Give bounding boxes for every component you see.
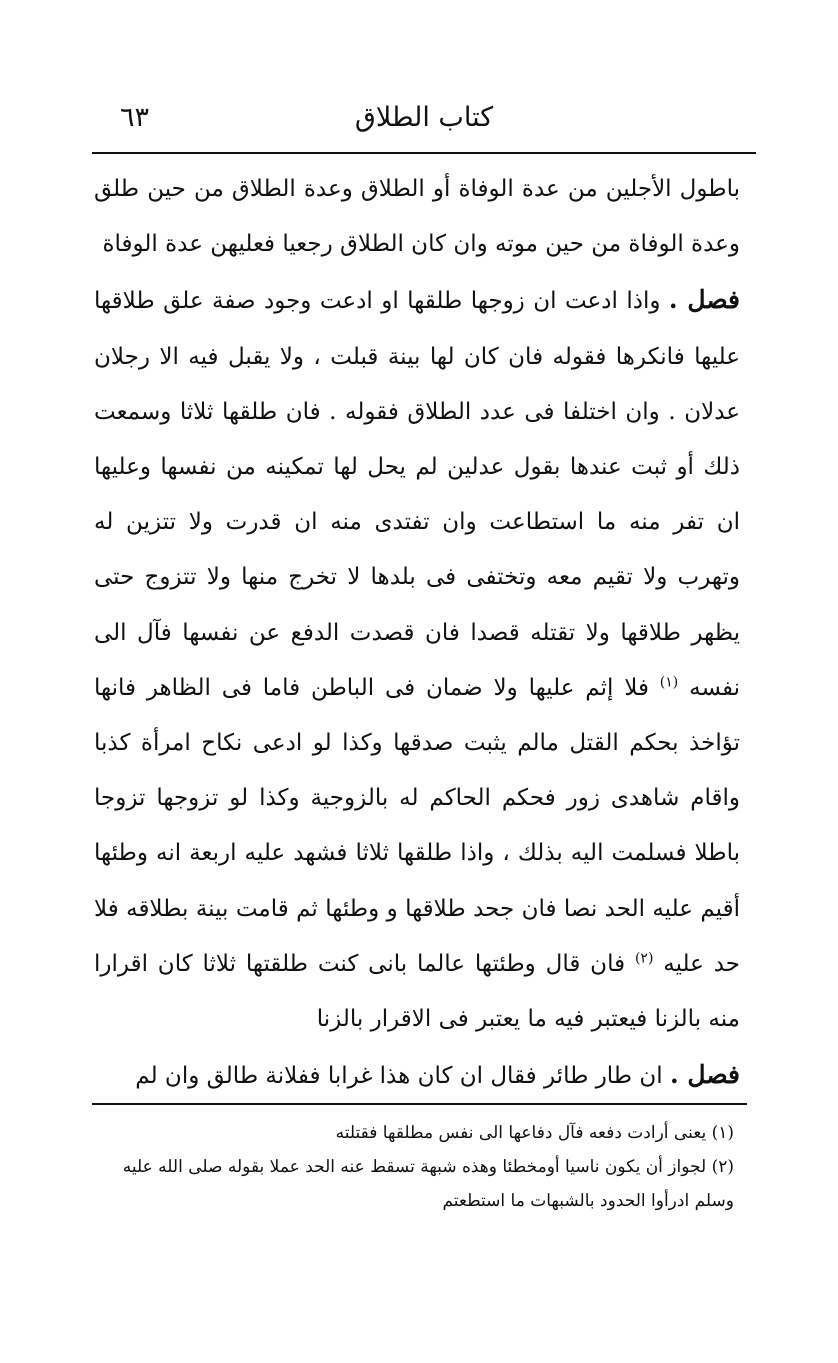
header-divider — [92, 152, 756, 154]
footnote-1: (١) يعنى أرادت دفعه فآل دفاعها الى نفس مطلقها فقتلته — [335, 1123, 734, 1143]
section-heading: فصل . — [670, 1060, 740, 1090]
page-number: ٦٣ — [120, 102, 150, 133]
footnote-reference-1: (١) — [659, 674, 679, 691]
paragraph-3 — [94, 1047, 740, 1104]
footnote-divider — [92, 1103, 747, 1105]
paragraph-3-text: ان طار طائر فقال ان كان هذا غرابا ففلانة طالق وان لم — [135, 1063, 663, 1090]
page-header — [92, 96, 756, 148]
paragraph-2-text-1: واذا ادعت ان زوجها طلقها او ادعت وجود صفة علق طلاقها عليها فانكرها فقوله فان كان لها بينة قبلت ، ولا يقبل فيه الا رجلان عدلان . وان اختلفا فى عدد الطلاق فقوله . فان طلقها ثلاثا وسمعت ذلك أو ثبت عندها بقول عدلين لم يحل لها تمكينه من نفسها وعليها ان تفر منه ما استطاعت وان تفتدى منه ان قدرت ولا تتزين له وتهرب ولا تقيم معه وتختفى فى بلدها لا تخرج منها ولا تتزوج حتى يظهر طلاقها ولا تقتله قصدا فان قصدت الدفع عن نفسها فآل الى نفسه — [94, 288, 740, 701]
paragraph-2 — [94, 272, 740, 1047]
footnote-reference-2: (٢) — [634, 950, 654, 967]
paragraph-2-text-2: فلا إثم عليها ولا ضمان فى الباطن فاما فى الظاهر فانها تؤاخذ بحكم القتل مالم يثبت صدقها وكذا لو ادعى نكاح امرأة كذبا واقام شاهدى زور فحكم الحاكم له بالزوجية وكذا لو تزوجها تزوجا باطلا فسلمت اليه بذلك ، واذا طلقها ثلاثا فشهد عليه اربعة انه وطئها أقيم عليه الحد نصا فان جحد طلاقها و وطئها ثم قامت بينة بطلاقه فلا حد عليه — [94, 674, 741, 977]
paragraph-1: باطول الأجلين من عدة الوفاة أو الطلاق وعدة الطلاق من حين طلق وعدة الوفاة من حين موته وان كان الطلاق رجعيا فعليهن عدة الوفاة — [94, 176, 740, 258]
section-heading: فصل . — [668, 285, 740, 315]
footnotes — [98, 1116, 734, 1218]
running-title: كتاب الطلاق — [354, 102, 494, 133]
footnote-2: (٢) لجواز أن يكون ناسيا أومخطئا وهذه شبهة تسقط عنه الحد عملا بقوله صلى الله عليه وسلم ادرأوا الحدود بالشبهات ما استطعتم — [122, 1157, 734, 1211]
main-text — [94, 162, 740, 1104]
paragraph-2-text-3: فان قال وطئتها عالما بانى كنت طلقتها ثلاثا كان اقرارا منه بالزنا فيعتبر فيه ما يعتبر فى الاقرار بالزنا — [94, 950, 740, 1033]
